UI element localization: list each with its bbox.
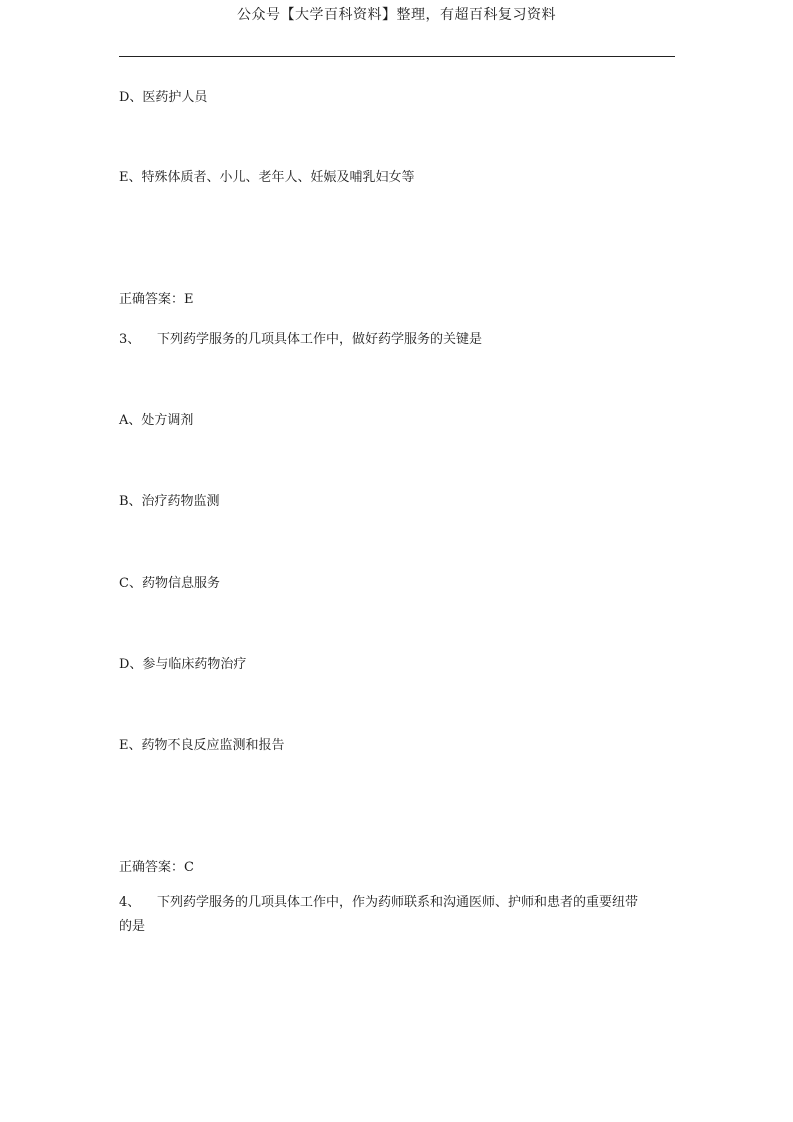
q3-option-a: A、处方调剂 (119, 413, 194, 428)
q3-option-d: D、参与临床药物治疗 (119, 657, 247, 672)
q4-text-line-2: 的是 (119, 919, 146, 934)
q3-question (119, 328, 482, 347)
header-divider (119, 56, 675, 57)
q4-text-line-1: 下列药学服务的几项具体工作中，作为药师联系和沟通医师、护师和患者的重要纽带 (157, 895, 639, 910)
q2-option-d: D、医药护人员 (119, 90, 208, 105)
q4-line-1 (119, 891, 679, 915)
q3-option-b: B、治疗药物监测 (119, 494, 220, 509)
q2-correct-answer: 正确答案：E (119, 292, 194, 307)
q3-option-e: E、药物不良反应监测和报告 (119, 738, 285, 753)
page-header: 公众号【大学百科资料】整理，有超百科复习资料 (237, 7, 556, 23)
q4-question (119, 891, 679, 939)
q3-text: 下列药学服务的几项具体工作中，做好药学服务的关键是 (157, 332, 483, 347)
q4-number: 4、 (119, 895, 141, 910)
q3-correct-answer: 正确答案：C (119, 860, 194, 875)
q2-option-e: E、特殊体质者、小儿、老年人、妊娠及哺乳妇女等 (119, 170, 415, 185)
q3-option-c: C、药物信息服务 (119, 576, 220, 591)
q3-number: 3、 (119, 332, 141, 347)
